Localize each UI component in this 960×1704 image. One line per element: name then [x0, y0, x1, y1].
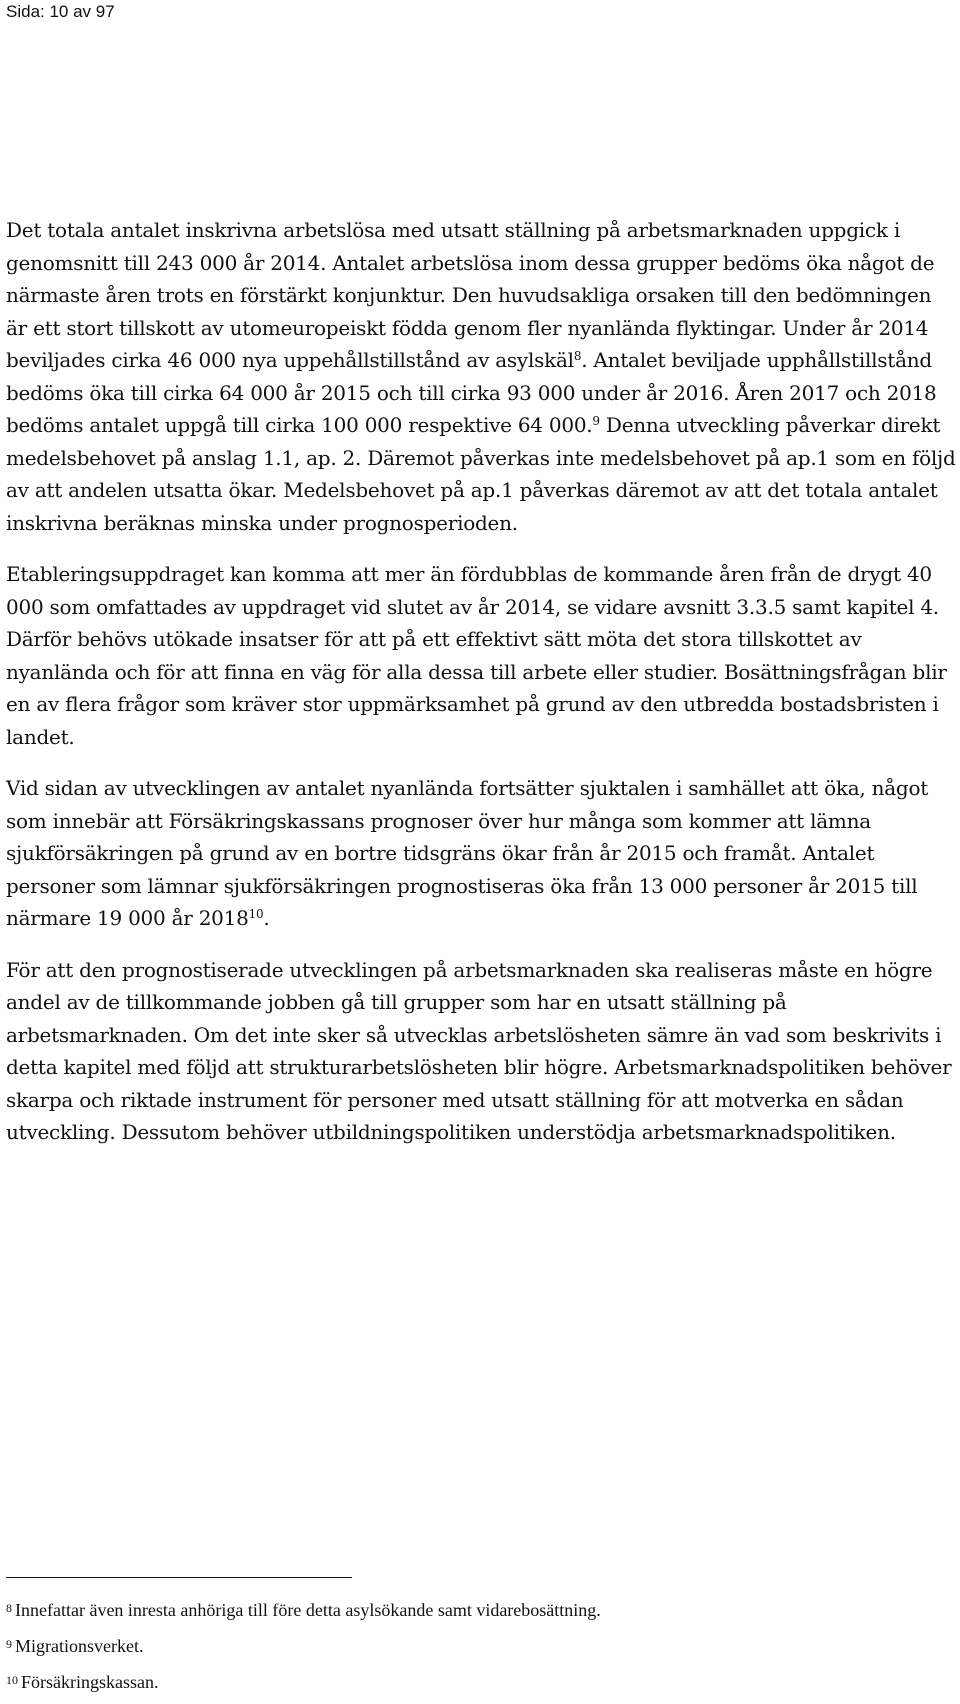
- footnote-number: 8: [6, 1601, 12, 1615]
- paragraph-text: . Antalet beviljade upphållstillstånd bedöms öka till cirka 64 000 år 2015 och till cirka 93 000 under år 2016. Åren 2017 och 2018 bedöms antalet uppgå till cirka 100 000 respektive 64 000.: [6, 348, 937, 437]
- paragraph-2: Etableringsuppdraget kan komma att mer än fördubblas de kommande åren från de drygt 40 000 som omfattades av uppdraget vid slutet av år 2014, se vidare avsnitt 3.3.5 samt kapitel 4. Därför behövs utökade insatser för att på ett effektivt sätt möta det stora tillskottet av nyanlända och för att finna en väg för alla dessa till arbete eller studier. Bosättningsfrågan blir en av flera frågor som kräver stor uppmärksamhet på grund av den utbredda bostadsbristen i landet.: [6, 562, 947, 749]
- footnote-ref-10[interactable]: 10: [248, 907, 264, 921]
- paragraph-4: För att den prognostiserade utvecklingen på arbetsmarknaden ska realiseras måste en högre andel av de tillkommande jobben gå till grupper som har en utsatt ställning på arbetsmarknaden. Om det inte sker så utvecklas arbetslösheten sämre än vad som beskrivits i detta kapitel med följd att strukturarbetslösheten blir högre. Arbetsmarknadspolitiken behöver skarpa och riktade instrument för personer med utsatt ställning för att motverka en sådan utveckling. Dessutom behöver utbildningspolitiken understödja arbetsmarknadspolitiken.: [6, 957, 952, 1144]
- paragraph-1: [6, 214, 958, 539]
- footnote-divider: [6, 1577, 352, 1578]
- footnote-ref-8[interactable]: 8: [573, 349, 582, 363]
- paragraph-text: Vid sidan av utvecklingen av antalet nyanlända fortsätter sjuktalen i samhället att öka, något som innebär att Försäkringskassans prognoser över hur många som kommer att lämna sjukförsäkringen på grund av en bortre tidsgräns ökar från år 2015 och framåt. Antalet personer som lämnar sjukförsäkringen prognostiseras öka från 13 000 personer år 2015 till närmare 19 000 år 2018: [6, 776, 929, 930]
- footnote-10: [6, 1668, 956, 1694]
- footnote-number: 9: [6, 1637, 12, 1651]
- footnote-8: [6, 1596, 956, 1622]
- footnote-9: [6, 1632, 956, 1658]
- page-number-label: Sida: 10 av 97: [6, 2, 115, 21]
- paragraph-3: [6, 772, 958, 935]
- body-text: [6, 214, 958, 1168]
- footnote-ref-9[interactable]: 9: [592, 414, 600, 428]
- footnote-text: Försäkringskassan.: [21, 1672, 159, 1692]
- footnote-number: 10: [6, 1673, 18, 1687]
- paragraph-text: .: [263, 906, 270, 930]
- footnote-text: Innefattar även inresta anhöriga till före detta asylsökande samt vidarebosättning.: [15, 1600, 601, 1620]
- paragraph-text: Det totala antalet inskrivna arbetslösa med utsatt ställning på arbetsmarknaden uppgick i genomsnitt till 243 000 år 2014. Antalet arbetslösa inom dessa grupper bedöms öka något de närmaste åren trots en förstärkt konjunktur. Den huvudsakliga orsaken till den bedömningen är ett stort tillskott av utomeuropeiskt födda genom fler nyanlända flyktingar. Under år 2014 beviljades cirka 46 000 nya uppehållstillstånd av asylskäl: [6, 218, 935, 372]
- paragraph-text: Denna utveckling påverkar direkt medelsbehovet på anslag 1.1, ap. 2. Däremot påverkas inte medelsbehovet på ap.1 som en följd av att andelen utsatta ökar. Medelsbehovet på ap.1 påverkas däremot av att det totala antalet inskrivna beräknas minska under prognosperioden.: [6, 413, 956, 535]
- footnotes: [6, 1596, 956, 1704]
- footnote-text: Migrationsverket.: [15, 1636, 144, 1656]
